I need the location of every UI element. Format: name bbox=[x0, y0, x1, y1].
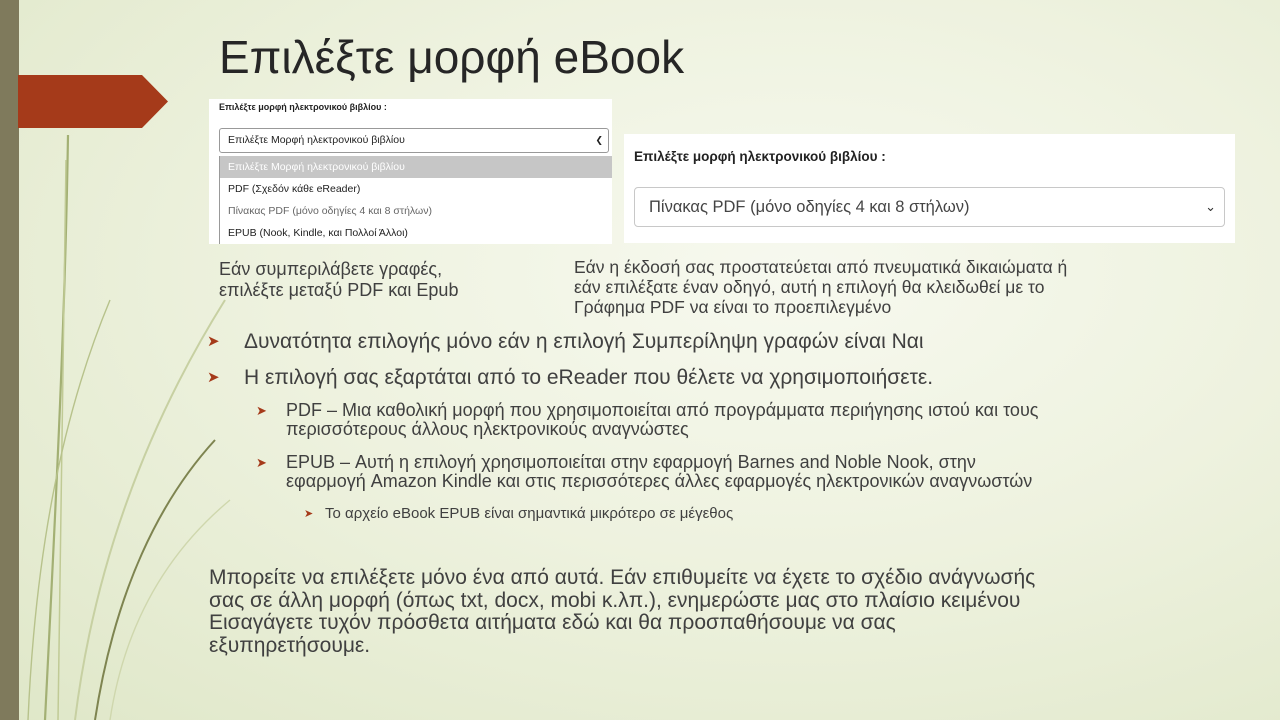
bullet-arrow-icon: ➤ bbox=[256, 403, 267, 418]
dropdown-option[interactable]: PDF (Σχεδόν κάθε eReader) bbox=[228, 183, 361, 195]
bullet-item: ➤ Η επιλογή σας εξαρτάται από το eReader που θέλετε να χρησιμοποιήσετε. bbox=[207, 366, 934, 389]
dropdown-option[interactable]: EPUB (Nook, Kindle, και Πολλοί Άλλοι) bbox=[228, 227, 408, 239]
select-value: Πίνακας PDF (μόνο οδηγίες 4 και 8 στήλων) bbox=[649, 198, 970, 216]
dropdown-option[interactable]: Πίνακας PDF (μόνο οδηγίες 4 και 8 στήλων) bbox=[228, 205, 432, 217]
bullet-arrow-icon: ➤ bbox=[256, 455, 267, 470]
select-value: Επιλέξτε Μορφή ηλεκτρονικού βιβλίου bbox=[228, 134, 405, 146]
chevron-down-icon: ⌄ bbox=[1205, 199, 1216, 214]
bullet-arrow-icon: ➤ bbox=[304, 508, 314, 520]
ebook-format-select[interactable] bbox=[219, 128, 609, 153]
bottom-paragraph: Μπορείτε να επιλέξετε μόνο ένα από αυτά. Εάν επιθυμείτε να έχετε το σχέδιο ανάγνωσής σας σε άλλη μορφή (όπως txt, docx, mobi κ.λπ.), ενημερώστε μας στο πλαίσιο κειμένου Εισαγάγετε τυχόν πρόσθετα αιτήματα εδώ και θα προσπαθήσουμε να σας εξυπηρετήσουμε. bbox=[209, 566, 1036, 657]
bullet-list bbox=[207, 329, 1217, 523]
dropdown-option[interactable]: Επιλέξτε Μορφή ηλεκτρονικού βιβλίου bbox=[220, 156, 612, 178]
dropdown-options-list bbox=[219, 156, 612, 244]
bullet-item: ➤ EPUB – Αυτή η επιλογή χρησιμοποιείται στην εφαρμογή Barnes and Noble Nook, στην εφαρμογή Amazon Kindle και στις περισσότερες άλλες εφαρμογές ηλεκτρονικών αναγνωστών bbox=[256, 452, 1033, 491]
screenshot-dropdown-open bbox=[209, 99, 612, 244]
bullet-item: ➤ Δυνατότητα επιλογής μόνο εάν η επιλογή Συμπερίληψη γραφών είναι Ναι bbox=[207, 330, 924, 353]
ebook-format-select[interactable] bbox=[634, 187, 1225, 227]
ebook-format-label: Επιλέξτε μορφή ηλεκτρονικού βιβλίου : bbox=[634, 149, 886, 164]
ebook-format-label: Επιλέξτε μορφή ηλεκτρονικού βιβλίου : bbox=[219, 102, 387, 112]
chevron-down-icon: ❮ bbox=[595, 135, 603, 145]
slide-title: Επιλέξτε μορφή eBook bbox=[219, 31, 685, 83]
bullet-arrow-icon: ➤ bbox=[207, 369, 220, 386]
screenshot-select-closed bbox=[624, 134, 1235, 243]
bullet-item: ➤ Το αρχείο eBook EPUB είναι σημαντικά μικρότερο σε μέγεθος bbox=[304, 505, 734, 522]
title-arrow-icon bbox=[18, 75, 168, 128]
bullet-arrow-icon: ➤ bbox=[207, 333, 220, 350]
caption-scriptures: Εάν συμπεριλάβετε γραφές, επιλέξτε μεταξύ PDF και Epub bbox=[219, 259, 459, 300]
caption-copyright: Εάν η έκδοσή σας προστατεύεται από πνευματικά δικαιώματα ή εάν επιλέξατε έναν οδηγό, αυτή η επιλογή θα κλειδωθεί με το Γράφημα PDF να είναι το προεπιλεγμένο bbox=[574, 257, 1068, 317]
bullet-item: ➤ PDF – Μια καθολική μορφή που χρησιμοποιείται από προγράμματα περιήγησης ιστού και τους περισσότερους άλλους ηλεκτρονικούς αναγνώστες bbox=[256, 400, 1039, 439]
